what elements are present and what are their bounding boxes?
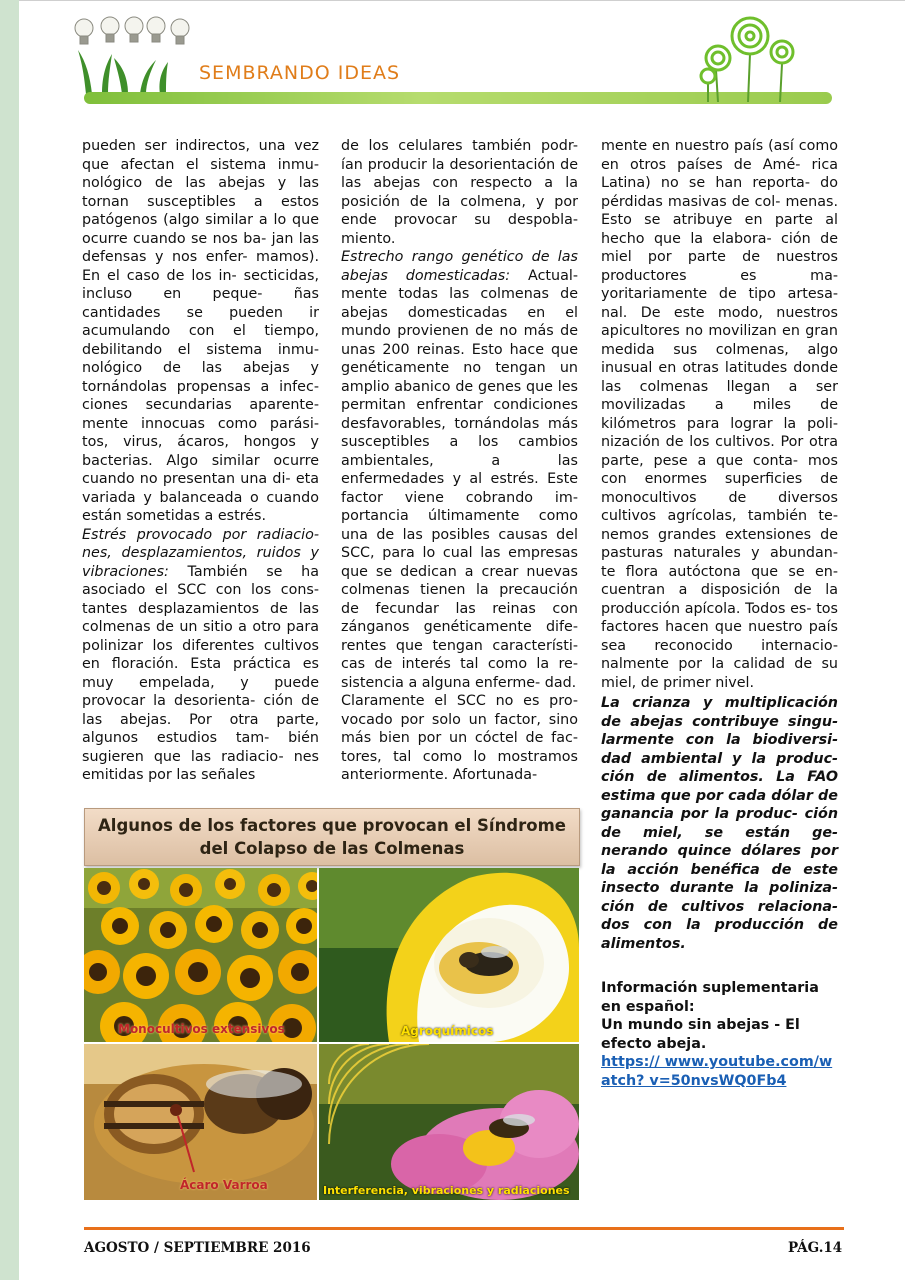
col2-text: de los celulares también podr- ían producir la desorientación de las abejas con respecto a la posición de la colmena, y por ende provocar su despobla- miento. (341, 138, 578, 247)
col2-text-3: Claramente el SCC no es pro- vocado por solo un factor, sino más bien por un cóctel de fac- tores, tal como lo mostramos anteriormente. Afortunada- (341, 693, 578, 783)
highlight-paragraph: La crianza y multiplicación de abejas contribuye singu- larmente con la biodiversi- dad ambiental y la produc- ción de alimentos. La FAO estima que por cada dólar de ganancia por la produc- ción de miel, se están ge- nerando quince dólares por la acción benéfica de este insecto durante la poliniza- ción de cultivos relaciona- dos con la producción de alimentos. (601, 695, 838, 952)
side-bar (0, 0, 19, 1280)
column-1 (82, 137, 319, 785)
issue-date: AGOSTO / SEPTIEMBRE 2016 (84, 1240, 311, 1256)
col2-paragraph (341, 137, 578, 248)
sunflowers-photo (84, 868, 317, 1042)
col3-text: mente en nuestro país (así como en otros países de Amé- rica Latina) no se han reporta- do pérdidas masivas de col- menas. Esto se atribuye en parte al hecho que la elabora- ción de miel por parte de nuestros productores es ma- yoritariamente de tipo artesa- nal. De este modo, nuestros apicultores no movilizan en gran medida sus colmenas, algo inusual en otras latitudes donde las colmenas llegan a ser movilizadas a miles de kilómetros para lograr la poli- nización de los cultivos. Por otra parte, pese a que conta- mos con enormes superficies de monocultivos de diversos cultivos agrícolas, también te- nemos grandes extensiones de pasturas naturales y abundan- te flora autóctona que se en- cuentran a disposición de la producción apícola. Todos es- tos factores hacen que nuestro país sea reconocido internacio- nalmente por la calidad de su miel, de primer nivel. (601, 138, 838, 691)
column-3 (601, 137, 838, 1090)
caption-acaro-varroa: Ácaro Varroa (180, 1178, 268, 1192)
caption-agroquimicos: Agroquímicos (401, 1024, 494, 1038)
agroquimicos-photo (319, 868, 579, 1042)
footer-line (84, 1227, 844, 1230)
top-border (19, 0, 905, 1)
interferencia-photo (319, 1044, 579, 1200)
col3-paragraph (601, 137, 838, 692)
info-block (601, 979, 838, 1090)
lightbulbs-illustration (72, 14, 202, 94)
varroa-photo (84, 1044, 317, 1200)
grass-blades (78, 50, 168, 94)
column-2 (341, 137, 578, 785)
col1-paragraph-2 (82, 526, 319, 785)
col2-paragraph-2 (341, 248, 578, 692)
info-heading: Información suplementaria en español: (601, 980, 819, 1015)
col2-paragraph-3 (341, 692, 578, 785)
spiral-trees-illustration (690, 14, 810, 104)
caption-interferencia: Interferencia, vibraciones y radiaciones (323, 1184, 570, 1197)
col1-text-2: También se ha asociado el SCC con los cons- tantes desplazamientos de las colmenas de un sitio a otro para polinizar los diferentes cultivos en floración. Esta práctica es muy empelada, y puede provocar la desorienta- ción de las abejas. Por otra parte, algunos estudios tam- bién sugieren que las radiacio- nes emitidas por las señales (82, 563, 319, 783)
col1-subheading: Estrés provocado por radiacio- nes, desplazamientos, ruidos y vibraciones: (82, 526, 319, 580)
section-title: SEMBRANDO IDEAS (199, 62, 401, 84)
video-link[interactable]: https:// www.youtube.com/watch? v=50nvsWQ0Fb4 (601, 1054, 833, 1089)
caption-monocultivos: Monocultivos extensivos (118, 1022, 285, 1036)
col2-subheading: Estrecho rango genético de las abejas domesticadas: (341, 249, 578, 284)
col2-text-2: Actual- mente todas las colmenas de abejas domesticadas en el mundo provienen de no más de unas 200 reinas. Esto hace que genéticamente no tengan un amplio abanico de genes que les permitan enfrentar condiciones desfavorables, tornándolas más susceptibles a los cambios ambientales, a las enfermedades y al estrés. Este factor viene cobrando im- portancia últimamente como una de las posibles causas del SCC, para lo cual las empresas que se dedican a crear nuevas colmenas tienen la precaución de fecundar las reinas con zánganos genéticamente dife- rentes que tengan característi- cas de interés tal como la re- sistencia a alguna enferme- dad. (341, 267, 578, 691)
video-title: Un mundo sin abejas - El efecto abeja. (601, 1017, 800, 1052)
page-number: PÁG.14 (788, 1240, 843, 1256)
col1-text: pueden ser indirectos, una vez que afectan el sistema inmu- nológico de las abejas y las tornan susceptibles a estos patógenos (algo similar a lo que ocurre cuando se nos ba- jan las defensas y nos enfer- mamos). En el caso de los in- secticidas, incluso en peque- ñas cantidades se pueden ir acumulando con el tiempo, debilitando el sistema inmu- nológico de las abejas y tornándolas propensas a infec- ciones secundarias aparente- mente innocuas como parási- tos, virus, ácaros, hongos y bacterias. Algo similar ocurre cuando no presentan una di- eta variada y balanceada o cuando están sometidas a estrés. (82, 138, 319, 524)
bulb-icons (75, 17, 189, 44)
figure-title: Algunos de los factores que provocan el Síndrome del Colapso de las Colmenas (84, 808, 580, 866)
col1-paragraph (82, 137, 319, 526)
